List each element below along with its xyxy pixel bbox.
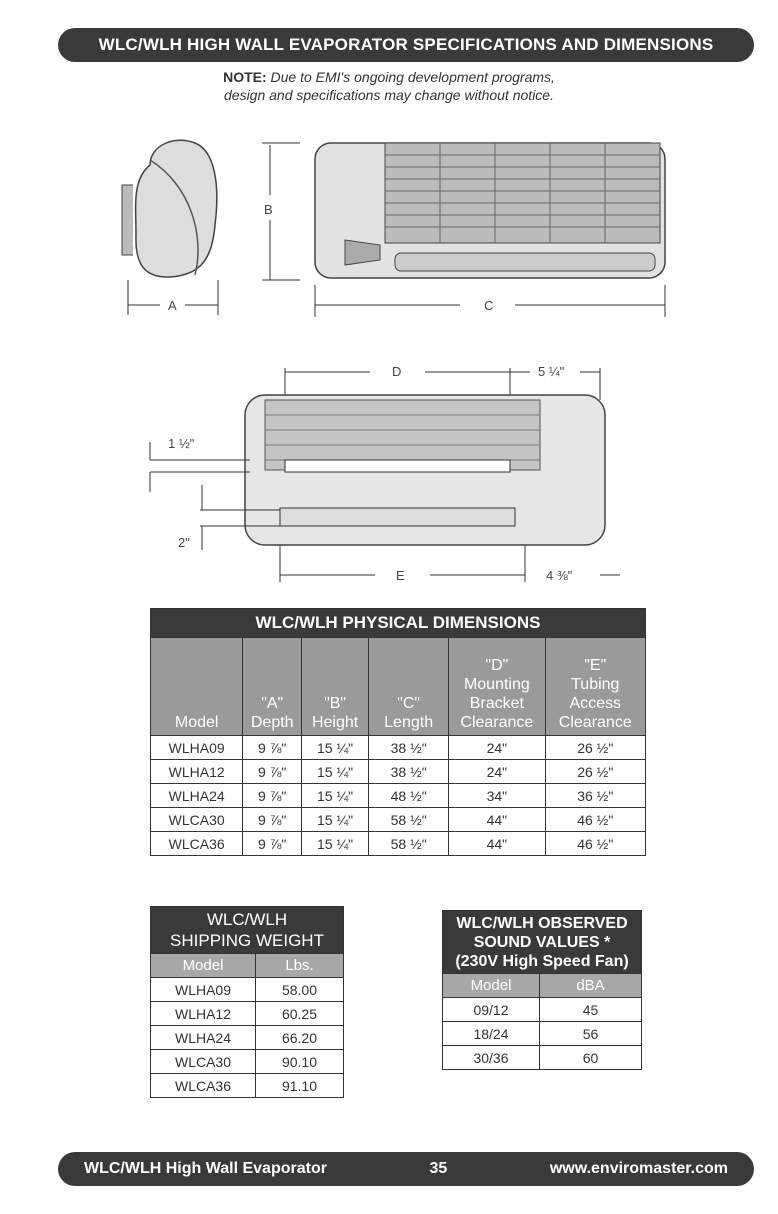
dim-label-bottom-gap: 2": [178, 535, 190, 550]
cell: 60: [540, 1046, 642, 1070]
page-footer-banner: [58, 1152, 754, 1186]
cell: 26 ½": [545, 736, 645, 760]
sound-title-line3: (230V High Speed Fan): [455, 952, 629, 970]
cell: 24": [449, 736, 545, 760]
shipping-title-line2: SHIPPING WEIGHT: [170, 931, 324, 950]
dim-label-e-offset: 4 ⅜": [546, 568, 573, 583]
cell: 9 ⅞": [243, 760, 302, 784]
cell: 44": [449, 808, 545, 832]
note-label: NOTE:: [223, 69, 267, 85]
cell: 15 ¼": [302, 736, 369, 760]
table-row: [151, 1002, 344, 1026]
cell: 38 ½": [369, 736, 449, 760]
cell: 09/12: [443, 998, 540, 1022]
dim-label-d: D: [392, 364, 402, 379]
table-row: [151, 1050, 344, 1074]
cell: WLCA30: [151, 808, 243, 832]
physical-header-row: [151, 638, 646, 736]
table-row: [443, 1046, 642, 1070]
cell: 9 ⅞": [243, 808, 302, 832]
sound-table-title: [443, 911, 642, 974]
note-line1: Due to EMI's ongoing development programs,: [270, 69, 555, 85]
note: [0, 68, 778, 104]
dim-label-d-offset: 5 ¼": [538, 364, 565, 379]
cell: 9 ⅞": [243, 784, 302, 808]
cell: 18/24: [443, 1022, 540, 1046]
cell: WLHA12: [151, 1002, 256, 1026]
sound-header: dBA: [540, 974, 642, 998]
page-header-banner: [58, 28, 754, 62]
cell: WLCA36: [151, 1074, 256, 1098]
shipping-header: Lbs.: [256, 954, 344, 978]
physical-header: "D" Mounting Bracket Clearance: [449, 638, 545, 736]
dim-label-top-gap: 1 ½": [168, 436, 195, 451]
sound-title-line1: WLC/WLH OBSERVED: [456, 914, 628, 932]
cell: 15 ¼": [302, 832, 369, 856]
cell: 48 ½": [369, 784, 449, 808]
physical-dimensions-table: [150, 608, 646, 856]
cell: 24": [449, 760, 545, 784]
cell: 9 ⅞": [243, 832, 302, 856]
table-row: [151, 978, 344, 1002]
physical-header: "A" Depth: [243, 638, 302, 736]
sound-header: Model: [443, 974, 540, 998]
cell: WLHA24: [151, 1026, 256, 1050]
cell: 58 ½": [369, 832, 449, 856]
cell: 90.10: [256, 1050, 344, 1074]
dim-label-e: E: [396, 568, 405, 583]
cell: 26 ½": [545, 760, 645, 784]
cell: 36 ½": [545, 784, 645, 808]
cell: 46 ½": [545, 832, 645, 856]
footer-title: WLC/WLH High Wall Evaporator: [84, 1160, 327, 1177]
cell: 15 ¼": [302, 760, 369, 784]
table-row: [151, 760, 646, 784]
cell: WLHA09: [151, 978, 256, 1002]
page-number: 35: [429, 1160, 448, 1177]
cell: 46 ½": [545, 808, 645, 832]
cell: 66.20: [256, 1026, 344, 1050]
cell: 56: [540, 1022, 642, 1046]
cell: 60.25: [256, 1002, 344, 1026]
shipping-table-title: [151, 907, 344, 954]
cell: 58 ½": [369, 808, 449, 832]
cell: WLCA30: [151, 1050, 256, 1074]
cell: 30/36: [443, 1046, 540, 1070]
table-row: [151, 784, 646, 808]
cell: WLHA09: [151, 736, 243, 760]
cell: WLCA36: [151, 832, 243, 856]
table-row: [151, 1074, 344, 1098]
table-row: [151, 1026, 344, 1050]
mounting-diagram: [0, 360, 778, 590]
note-line2: design and specifications may change without notice.: [224, 87, 554, 103]
cell: 45: [540, 998, 642, 1022]
cell: 58.00: [256, 978, 344, 1002]
side-view-outline: [136, 140, 217, 277]
table-row: [151, 808, 646, 832]
cell: 34": [449, 784, 545, 808]
table-row: [151, 832, 646, 856]
footer-url: www.enviromaster.com: [549, 1160, 728, 1177]
table-row: [443, 998, 642, 1022]
sound-title-line2: SOUND VALUES *: [473, 933, 611, 951]
cell: 91.10: [256, 1074, 344, 1098]
cell: 15 ¼": [302, 784, 369, 808]
physical-header: "E" Tubing Access Clearance: [545, 638, 645, 736]
unit-dimension-diagram: [0, 125, 778, 325]
cell: 9 ⅞": [243, 736, 302, 760]
dim-label-c: C: [484, 298, 494, 313]
dim-label-b: B: [264, 202, 273, 217]
physical-header: Model: [151, 638, 243, 736]
shipping-weight-table: [150, 906, 344, 1098]
cell: 44": [449, 832, 545, 856]
table-row: [443, 1022, 642, 1046]
sound-values-table: [442, 910, 642, 1070]
cell: WLHA12: [151, 760, 243, 784]
cell: 38 ½": [369, 760, 449, 784]
cell: 15 ¼": [302, 808, 369, 832]
physical-header: "C" Length: [369, 638, 449, 736]
cell: WLHA24: [151, 784, 243, 808]
shipping-header: Model: [151, 954, 256, 978]
shipping-title-line1: WLC/WLH: [206, 910, 288, 929]
dim-label-a: A: [168, 298, 177, 313]
physical-table-title: WLC/WLH PHYSICAL DIMENSIONS: [151, 609, 646, 638]
physical-header: "B" Height: [302, 638, 369, 736]
table-row: [151, 736, 646, 760]
page-header-title: WLC/WLH HIGH WALL EVAPORATOR SPECIFICATIONS AND DIMENSIONS: [98, 35, 714, 54]
